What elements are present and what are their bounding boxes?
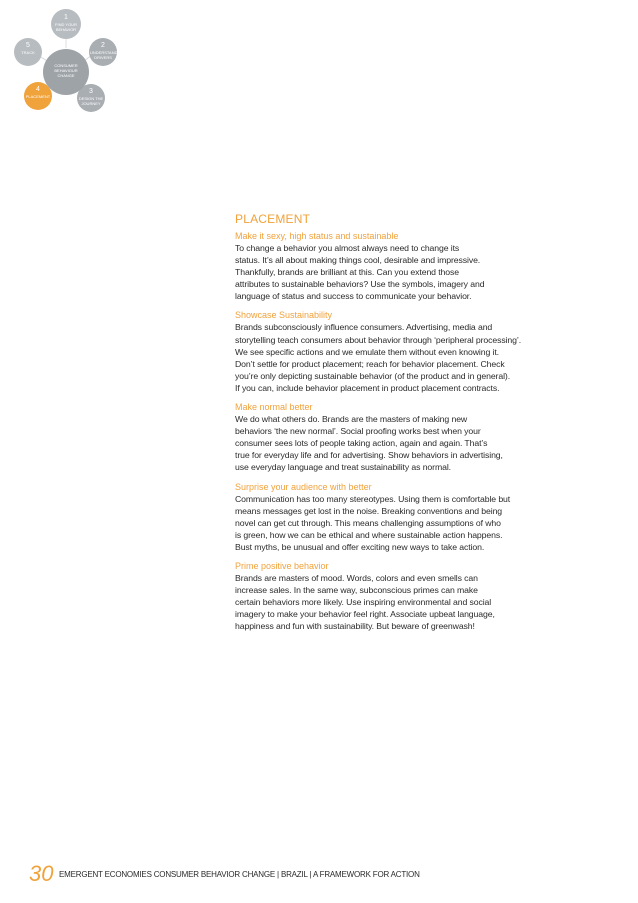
node-5-label: 5 TRACK	[21, 42, 35, 55]
paragraph	[235, 242, 575, 302]
text-line: Thankfully, brands are brilliant at this. Can you extend those	[235, 267, 459, 278]
node-2-label: 2 UNDERSTAND DRIVERS	[90, 42, 118, 60]
text-line: happiness and fun with sustainability. But beware of greenwash!	[235, 621, 475, 632]
text-line: is green, how we can be ethical and where sustainable action happens.	[235, 529, 503, 540]
subheading: Make it sexy, high status and sustainable	[235, 231, 399, 241]
node-3-label: 3 DESIGN THE JOURNEY	[78, 88, 104, 106]
node-4-label: 4 PLACEMENT	[25, 86, 51, 99]
text-line: novel can get cut through. This means challenging assumptions of who	[235, 517, 501, 528]
subheading: Prime positive behavior	[235, 560, 329, 571]
footer-title: EMERGENT ECONOMIES CONSUMER BEHAVIOR CHANGE | BRAZIL | A FRAMEWORK FOR ACTION	[59, 870, 420, 879]
text-line: increase sales. In the same way, subconscious primes can make	[235, 585, 478, 596]
subheading: Make normal better	[235, 402, 313, 413]
page-footer	[29, 862, 589, 886]
text-line: means messages get lost in the noise. Breaking conventions and being	[235, 505, 503, 516]
section-title: PLACEMENT	[235, 212, 311, 226]
text-line: consumer sees lots of people taking action, again and again. That’s	[235, 438, 488, 449]
text-line: attributes to sustainable behaviors? Use the symbols, imagery and	[235, 279, 485, 290]
text-line: To change a behavior you almost always need to change its	[235, 243, 460, 253]
page-number: 30	[29, 861, 54, 886]
text-line: certain behaviors more likely. Use inspiring environmental and social	[235, 597, 492, 608]
text-line: status. It’s all about making things cool, desirable and impressive.	[235, 255, 481, 266]
text-line: true for everyday life and for advertising. Show behaviors in advertising,	[235, 450, 503, 461]
node-1-label: 1 FIND YOUR BEHAVIOR	[55, 14, 77, 32]
text-line: Don’t settle for product placement; reach for behavior placement. Check	[235, 358, 505, 369]
paragraph	[235, 321, 575, 394]
section-prime-positive-behavior	[235, 560, 575, 632]
text-line: Communication has too many stereotypes. Using them is comfortable but	[235, 493, 511, 504]
paragraph	[235, 572, 575, 632]
subheading: Surprise your audience with better	[235, 481, 372, 492]
text-line: If you can, include behavior placement in product placement contracts.	[235, 382, 500, 393]
text-line: behaviors ‘the new normal’. Social proofing works best when your	[235, 426, 481, 437]
paragraph	[235, 413, 575, 473]
framework-diagram	[0, 0, 140, 125]
center-label: CONSUMER BEHAVIOUR CHANGE	[54, 63, 78, 78]
text-line: imagery to make your behavior feel right. Associate upbeat language,	[235, 609, 495, 620]
text-line: We do what others do. Brands are the masters of making new	[235, 414, 468, 425]
text-line: Bust myths, be unusual and offer exciting new ways to take action.	[235, 541, 485, 552]
text-line: language of status and success to communicate your behavior.	[235, 291, 472, 302]
section-make-it-sexy	[235, 230, 575, 302]
text-line: you’re only depicting sustainable behavior (of the product and in general).	[235, 370, 511, 381]
section-showcase-sustainability	[235, 309, 575, 394]
text-line: Brands are masters of mood. Words, colors and even smells can	[235, 572, 478, 583]
section-make-normal-better	[235, 401, 575, 473]
text-line: We see specific actions and we emulate them without even knowing it.	[235, 346, 499, 357]
text-line: use everyday language and treat sustainability as normal.	[235, 462, 451, 473]
placement-content	[235, 212, 575, 639]
text-line: storytelling teach consumers about behavior through ‘peripheral processing’.	[235, 334, 522, 345]
subheading: Showcase Sustainability	[235, 310, 333, 321]
section-surprise-audience	[235, 481, 575, 553]
paragraph	[235, 493, 575, 553]
text-line: Brands subconsciously influence consumers. Advertising, media and	[235, 322, 493, 333]
